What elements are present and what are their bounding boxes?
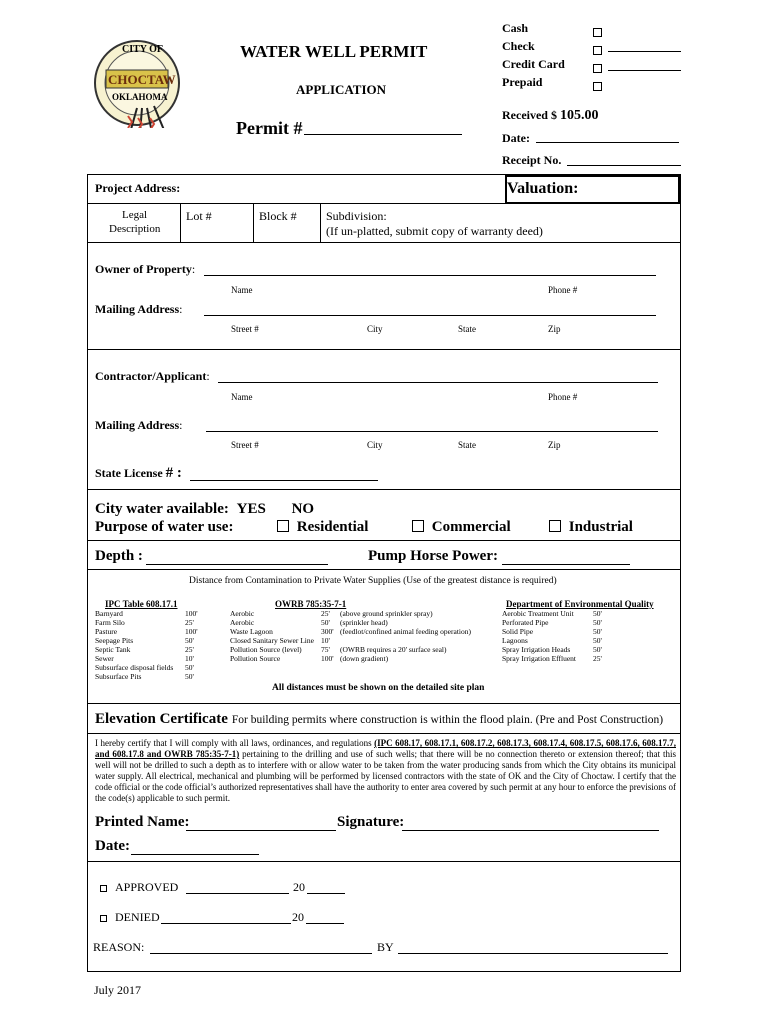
payment-prepaid-label: Prepaid — [502, 75, 543, 89]
owrb-row-cell: (OWRB requires a 20' surface seal) — [340, 645, 447, 654]
ipc-row-cell: 100' — [185, 627, 198, 636]
deq-rows — [502, 609, 677, 663]
deq-row — [502, 654, 677, 663]
deq-row-cell: 50' — [593, 609, 602, 618]
denied-row — [100, 910, 160, 925]
owner-label: Owner of Property — [95, 262, 192, 276]
contractor-phone-caption: Phone # — [548, 392, 578, 402]
ipc-rows — [95, 609, 220, 681]
owrb-row-cell: 75' — [321, 645, 330, 654]
city-water-no[interactable]: NO — [291, 501, 315, 517]
denied-label: DENIED — [115, 910, 160, 924]
owner-mailing-label: Mailing Address — [95, 302, 180, 316]
signature-field[interactable] — [402, 814, 659, 831]
city-water-yes[interactable]: YES — [236, 501, 266, 517]
deq-row-cell: Perforated Pipe — [502, 618, 549, 627]
divider-distances — [87, 703, 681, 704]
cash-checkbox[interactable] — [593, 23, 602, 41]
option-commercial[interactable] — [412, 519, 511, 536]
approved-year-prefix: 20 — [293, 880, 305, 894]
printed-name-label: Printed Name: — [95, 814, 190, 830]
divider-water — [87, 540, 681, 541]
received-label: Received $ — [502, 108, 557, 122]
signature-label: Signature: — [337, 814, 405, 830]
ipc-row-cell: Subsurface Pits — [95, 672, 142, 681]
by-field[interactable] — [398, 940, 668, 954]
purpose-label: Purpose of water use: — [95, 519, 234, 535]
deq-row — [502, 636, 677, 645]
ipc-row — [95, 645, 220, 654]
owner-name-caption: Name — [231, 285, 253, 295]
ipc-row-cell: 10' — [185, 654, 194, 663]
owrb-row — [230, 627, 500, 636]
ipc-row — [95, 654, 220, 663]
received-row — [502, 108, 598, 124]
deq-row-cell: 50' — [593, 636, 602, 645]
deq-row-cell: 50' — [593, 627, 602, 636]
commercial-label: Commercial — [431, 519, 511, 535]
pump-label: Pump Horse Power: — [368, 548, 498, 564]
owrb-row-cell: (sprinkler head) — [340, 618, 388, 627]
printed-name-field[interactable] — [186, 814, 336, 831]
elevation-note: For building permits where construction is within the flood plain. (Pre and Post Construction) — [231, 714, 664, 726]
owrb-row-cell: (above ground sprinkler spray) — [340, 609, 433, 618]
payment-date-field[interactable] — [536, 128, 679, 143]
owrb-row-cell — [340, 636, 500, 645]
contractor-name-caption: Name — [231, 392, 253, 402]
contractor-city-caption: City — [367, 440, 383, 450]
receipt-label: Receipt No. — [502, 153, 562, 167]
owner-state-caption: State — [458, 324, 476, 334]
cert-text-2: pertaining to the drilling and use of such wells; that there will be no connection thereto or extension thereof; that this well will not be drilled to such a depth as to interfere with or allow water to be taken from the water producing sands from which the City obtains its municipal water supply. All electrical, mechanical and plumbing will be performed by licensed contractors with the state of OK and the City of Choctaw. I certify that the code official or the code official’s authorized representatives shall have the authority to enter area covered by such permit at any hour to enforce the previsions of the code(s) applicable to such permit. — [95, 749, 677, 803]
license-hash: # : — [165, 465, 182, 481]
depth-field[interactable] — [146, 548, 328, 565]
contractor-street-caption: Street # — [231, 440, 259, 450]
owrb-row — [230, 654, 500, 663]
block-label[interactable]: Block # — [259, 209, 297, 223]
ipc-row-cell: 50' — [185, 636, 194, 645]
approved-checkbox[interactable] — [100, 885, 107, 892]
credit-card-field[interactable] — [608, 56, 681, 71]
deq-row-cell: Spray Irrigation Effluent — [502, 654, 577, 663]
ipc-row-cell: Seepage Pits — [95, 636, 134, 645]
cert-text-1: I hereby certify that I will comply with all laws, ordinances, and regulations — [95, 738, 375, 748]
owrb-row-cell: 300' — [321, 627, 334, 636]
approved-label: APPROVED — [115, 880, 179, 894]
industrial-label: Industrial — [568, 519, 633, 535]
seal-text-top: CITY OF — [122, 44, 164, 55]
legal-description-label-1: Legal — [122, 209, 148, 221]
divider-contractor — [87, 489, 681, 490]
owrb-row-cell: Aerobic — [230, 618, 255, 627]
check-checkbox[interactable] — [593, 41, 602, 59]
deq-row — [502, 645, 677, 654]
deq-row — [502, 627, 677, 636]
prepaid-checkbox[interactable] — [593, 77, 602, 95]
owner-street-caption: Street # — [231, 324, 259, 334]
payment-credit-label: Credit Card — [502, 57, 565, 71]
ipc-table — [95, 599, 220, 681]
certification-text — [95, 738, 676, 804]
ipc-row-cell: Barnyard — [95, 609, 123, 618]
deq-row-cell: Lagoons — [502, 636, 528, 645]
project-address-label: Project Address: — [95, 181, 181, 195]
pump-field[interactable] — [502, 548, 630, 565]
owner-mailing-row: Mailing Address: — [95, 302, 183, 316]
ipc-row — [95, 672, 220, 681]
ipc-row — [95, 627, 220, 636]
commercial-checkbox[interactable] — [412, 520, 424, 532]
deq-row-cell: 50' — [593, 618, 602, 627]
credit-card-checkbox[interactable] — [593, 59, 602, 77]
distance-footer: All distances must be shown on the detailed site plan — [272, 683, 485, 693]
cert-text-codes: (IPC 608.17, 608.17.1, 608.17.2, 608.17.3, 608.17.4, 608.17.5, 608.17.6, 608.17.7, and 608.17.8 and OWRB 785:35-7-1) — [95, 738, 676, 759]
divider-signature — [87, 861, 681, 862]
owrb-rows — [230, 609, 500, 663]
approved-row — [100, 880, 178, 895]
ipc-row-cell: 25' — [185, 618, 194, 627]
owrb-table — [230, 599, 500, 663]
page-title: WATER WELL PERMIT — [240, 42, 428, 61]
divider-project — [87, 203, 681, 204]
owrb-row — [230, 645, 500, 654]
owrb-row-cell: 10' — [321, 636, 330, 645]
denied-date-field[interactable] — [161, 910, 291, 924]
seal-text-bottom: OKLAHOMA — [112, 92, 168, 102]
deq-row-cell: Aerobic Treatment Unit — [502, 609, 574, 618]
permit-number-label: Permit # — [236, 118, 303, 138]
payment-check-label: Check — [502, 39, 535, 53]
city-water-label: City water available: — [95, 501, 229, 517]
distance-heading: Distance from Contamination to Private Water Supplies (Use of the greatest distance is required) — [189, 576, 557, 586]
deq-row — [502, 609, 677, 618]
payment-cash-label: Cash — [502, 21, 529, 35]
elevation-title: Elevation Certificate — [95, 711, 228, 727]
deq-row-cell: Spray Irrigation Heads — [502, 645, 571, 654]
contractor-mailing-field[interactable] — [206, 418, 658, 432]
city-water-row — [95, 501, 314, 518]
receipt-number-field[interactable] — [567, 151, 681, 166]
divider-legal — [87, 242, 681, 243]
owrb-row — [230, 618, 500, 627]
cert-date-label: Date: — [95, 838, 130, 854]
ipc-row — [95, 618, 220, 627]
owrb-row — [230, 609, 500, 618]
ipc-row-cell: Sewer — [95, 654, 114, 663]
license-row — [95, 465, 182, 482]
deq-title: Department of Environmental Quality — [506, 599, 654, 609]
license-label: State License — [95, 466, 163, 480]
legal-description-label-2: Description — [109, 223, 161, 235]
owner-phone-caption: Phone # — [548, 285, 578, 295]
page-subtitle: APPLICATION — [296, 82, 387, 97]
subdivision-note: (If un-platted, submit copy of warranty deed) — [326, 224, 543, 238]
owner-mailing-field[interactable] — [204, 302, 656, 316]
deq-row-cell: 50' — [593, 645, 602, 654]
legal-v1 — [180, 204, 181, 243]
ipc-row-cell: Farm Silo — [95, 618, 125, 627]
owner-city-caption: City — [367, 324, 383, 334]
payment-date-label: Date: — [502, 131, 530, 145]
deq-table — [502, 599, 677, 663]
ipc-row-cell: 25' — [185, 645, 194, 654]
ipc-row — [95, 636, 220, 645]
project-address-field[interactable] — [190, 178, 500, 200]
owrb-title: OWRB 785:35-7-1 — [275, 599, 347, 609]
contractor-mailing-row: Mailing Address: — [95, 418, 183, 432]
reason-field[interactable] — [150, 940, 372, 954]
owrb-row-cell: (feedlot/confined animal feeding operation) — [340, 627, 471, 636]
city-seal-logo — [92, 38, 182, 128]
owrb-row-cell: 25' — [321, 609, 330, 618]
depth-label: Depth : — [95, 548, 143, 564]
contractor-name-field[interactable] — [218, 369, 658, 383]
residential-label: Residential — [296, 519, 369, 535]
option-residential[interactable] — [277, 519, 368, 536]
approved-date-field[interactable] — [186, 880, 289, 894]
seal-text-mid: CHOCTAW — [108, 72, 176, 87]
denied-checkbox[interactable] — [100, 915, 107, 922]
owner-zip-caption: Zip — [548, 324, 561, 334]
ipc-title: IPC Table 608.17.1 — [105, 599, 178, 609]
ipc-row-cell: Septic Tank — [95, 645, 131, 654]
ipc-row — [95, 609, 220, 618]
deq-row-cell: Solid Pipe — [502, 627, 534, 636]
contractor-label: Contractor/Applicant — [95, 369, 207, 383]
industrial-checkbox[interactable] — [549, 520, 561, 532]
owrb-row-cell: Waste Lagoon — [230, 627, 273, 636]
lot-label[interactable]: Lot # — [186, 209, 212, 223]
revision-date: July 2017 — [94, 983, 142, 997]
owrb-row-cell: Pollution Source (level) — [230, 645, 302, 654]
ipc-row — [95, 663, 220, 672]
contractor-zip-caption: Zip — [548, 440, 561, 450]
license-number-field[interactable] — [190, 466, 378, 481]
check-number-field[interactable] — [608, 37, 681, 52]
reason-label: REASON: — [93, 940, 145, 954]
by-label: BY — [377, 940, 394, 954]
owner-name-field[interactable] — [204, 262, 656, 276]
subdivision-label[interactable]: Subdivision: — [326, 209, 387, 223]
ipc-row-cell: Pasture — [95, 627, 118, 636]
contractor-row: Contractor/Applicant: — [95, 369, 210, 383]
divider-depth — [87, 569, 681, 570]
legal-v3 — [320, 204, 321, 243]
owrb-row — [230, 636, 500, 645]
deq-row — [502, 618, 677, 627]
residential-checkbox[interactable] — [277, 520, 289, 532]
owrb-row-cell: Closed Sanitary Sewer Line — [230, 636, 314, 645]
owrb-row-cell: Pollution Source — [230, 654, 281, 663]
denied-year-field[interactable] — [306, 910, 344, 924]
divider-elevation — [87, 733, 681, 734]
owrb-row-cell: (down gradient) — [340, 654, 389, 663]
approved-year-field[interactable] — [307, 880, 345, 894]
ipc-row-cell: 100' — [185, 609, 198, 618]
divider-owner — [87, 349, 681, 350]
owrb-row-cell: Aerobic — [230, 609, 255, 618]
ipc-row-cell: 50' — [185, 672, 194, 681]
permit-number-field[interactable] — [304, 118, 462, 135]
contractor-mailing-label: Mailing Address — [95, 418, 180, 432]
denied-year-prefix: 20 — [292, 910, 304, 924]
owrb-row-cell: 50' — [321, 618, 330, 627]
contractor-state-caption: State — [458, 440, 476, 450]
received-amount: 105.00 — [559, 108, 599, 123]
cert-date-field[interactable] — [131, 838, 259, 855]
deq-row-cell: 25' — [593, 654, 602, 663]
legal-v2 — [253, 204, 254, 243]
owrb-row-cell: 100' — [321, 654, 334, 663]
elevation-row — [95, 710, 663, 728]
ipc-row-cell: 50' — [185, 663, 194, 672]
option-industrial[interactable] — [549, 519, 633, 536]
ipc-row-cell: Subsurface disposal fields — [95, 663, 174, 672]
valuation-label: Valuation: — [507, 180, 579, 197]
owner-row: Owner of Property: — [95, 262, 196, 276]
